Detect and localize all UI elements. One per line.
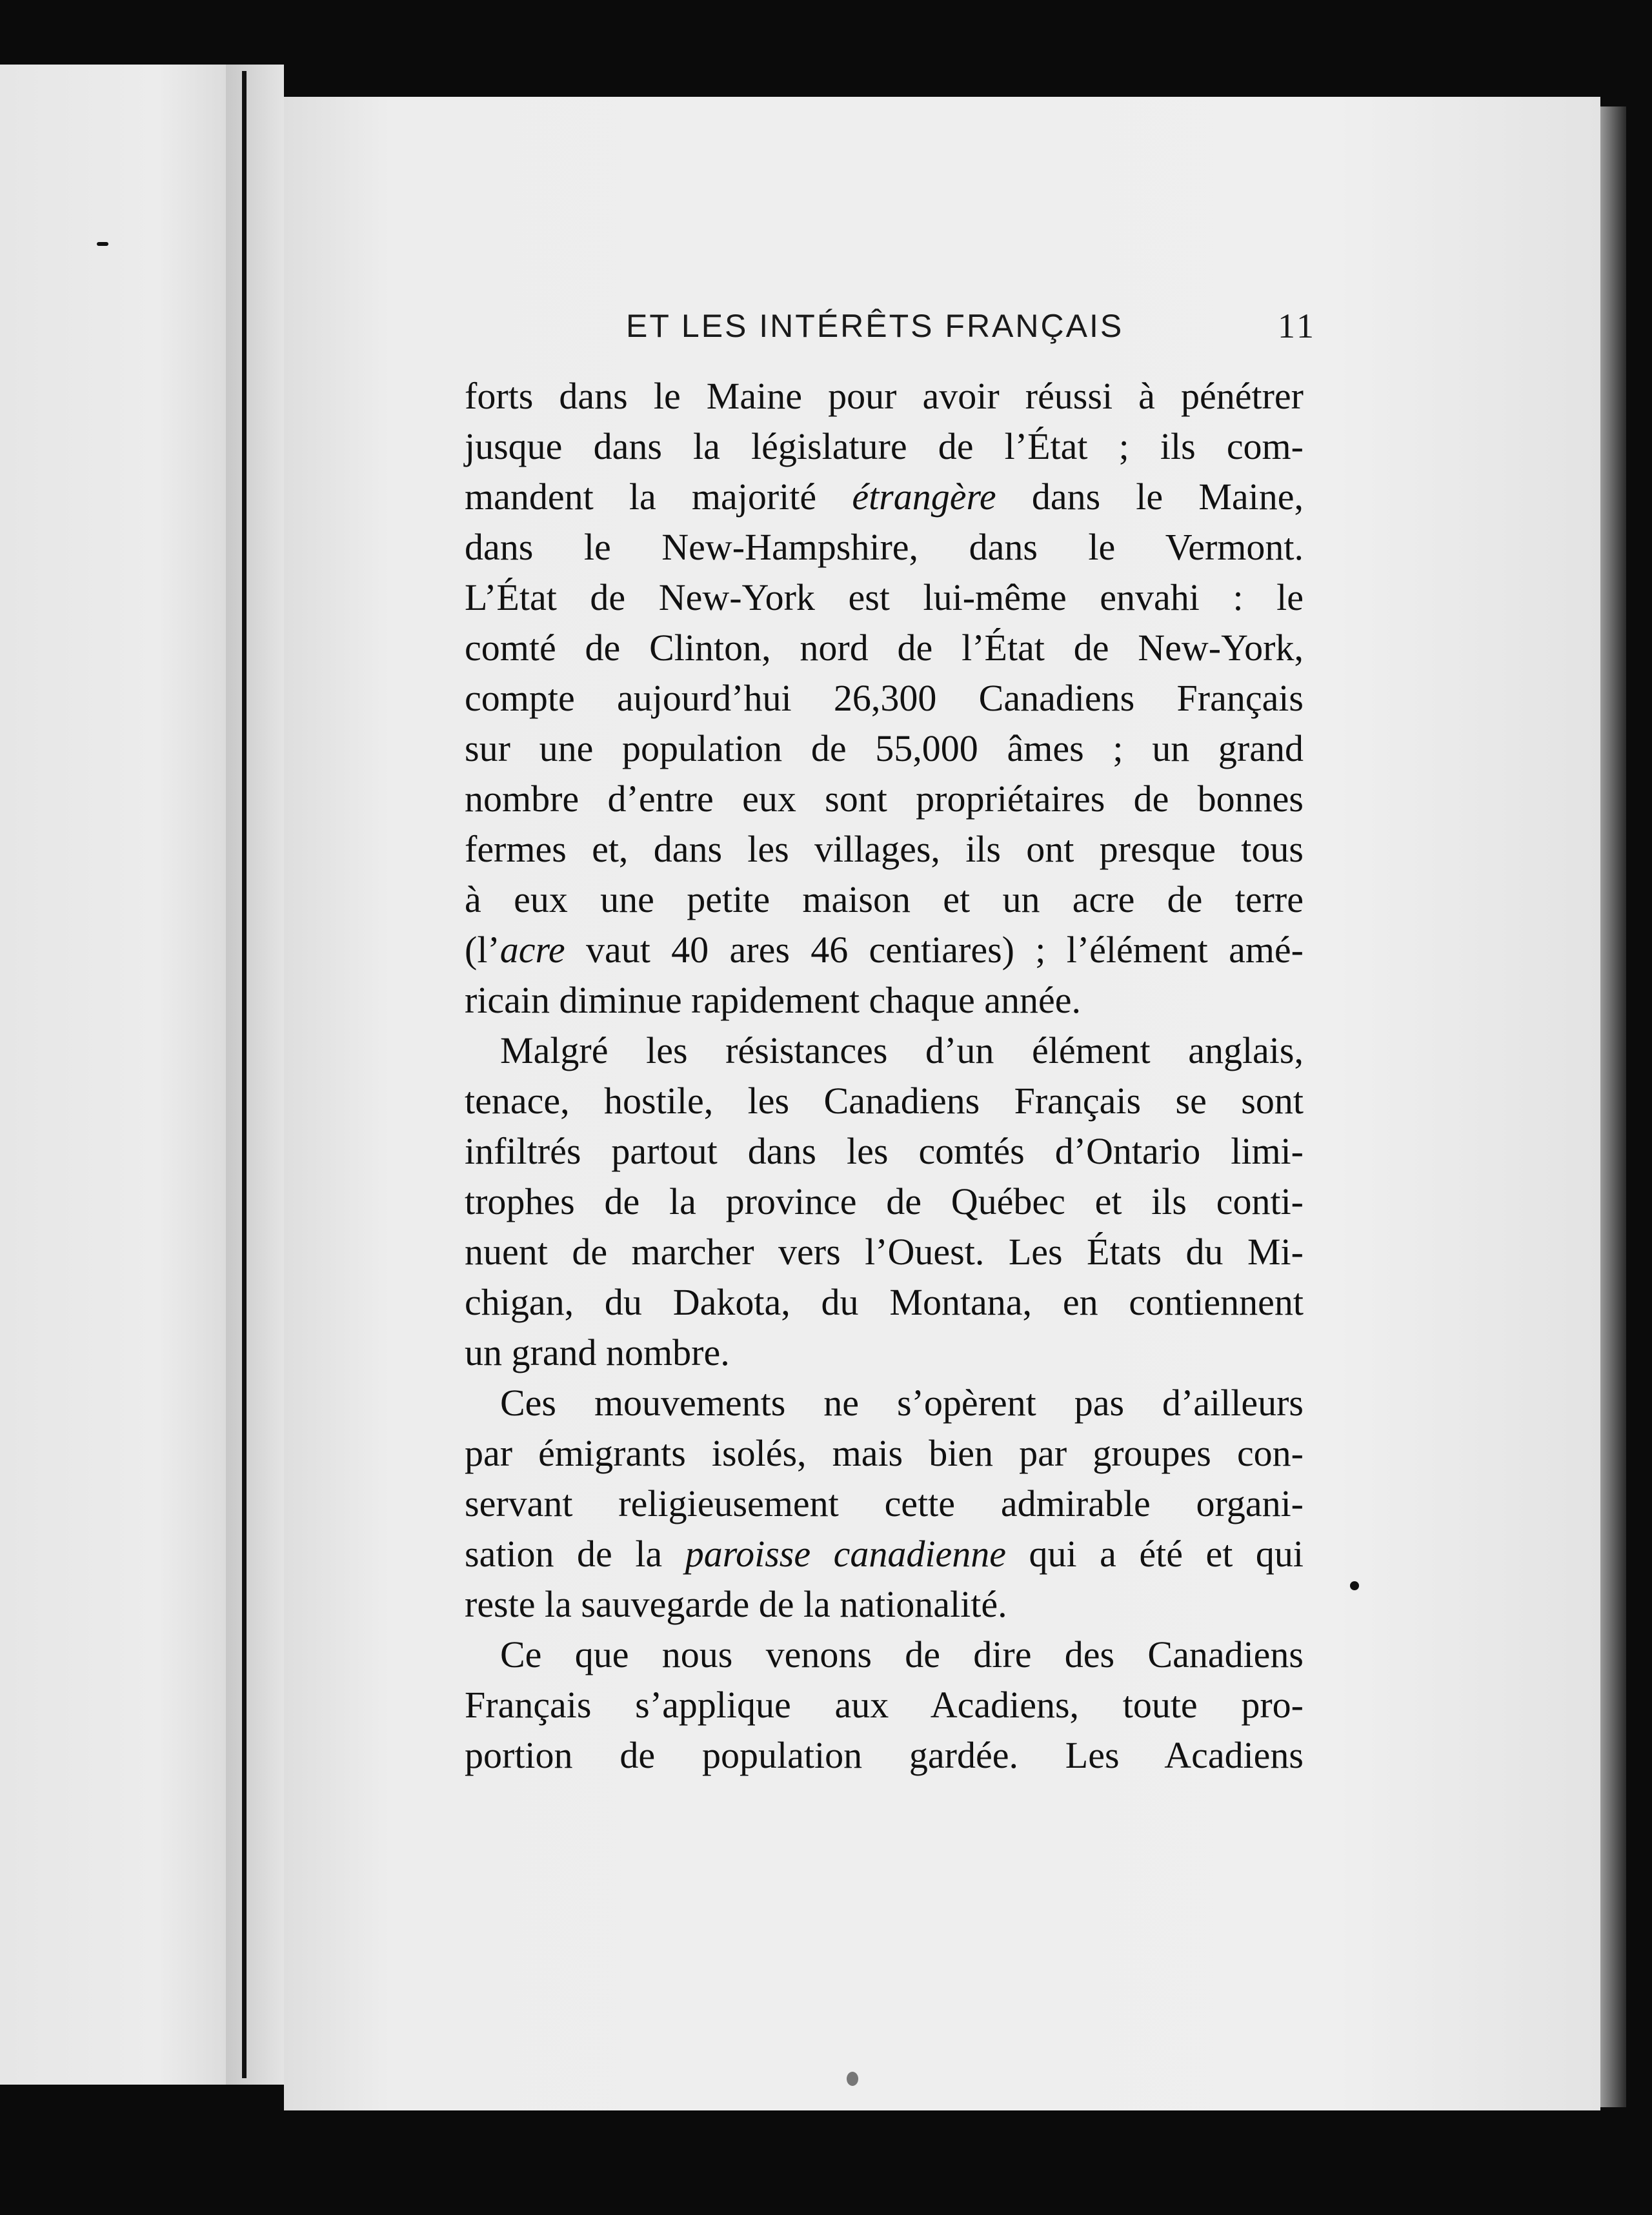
text-line: infiltrés partout dans les comtés d’Ontario limi- [465,1130,1304,1172]
running-header: ET LES INTÉRÊTS FRANÇAIS [626,308,1124,344]
text-line: Ce que nous venons de dire des Canadiens [500,1633,1304,1675]
text-line: ricain diminue rapidement chaque année. [465,979,1081,1021]
text-line: comté de Clinton, nord de l’État de New-York, [465,627,1304,669]
scan-speck [847,2072,858,2086]
text-line [465,472,1304,522]
page-header [626,303,1316,349]
text-line: jusque dans la législature de l’État ; ils com- [465,425,1304,467]
body-text [465,371,1304,1781]
text-line: fermes et, dans les villages, ils ont presque tous [465,828,1304,870]
text-line: L’État de New-York est lui-même envahi : le [465,576,1304,618]
text-line: par émigrants isolés, mais bien par groupes con- [465,1432,1304,1474]
page-edge-shadow [1600,106,1626,2107]
text-line: chigan, du Dakota, du Montana, en contiennent [465,1281,1304,1323]
text-line: Ces mouvements ne s’opèrent pas d’ailleurs [500,1382,1304,1424]
text-line: dans le New-Hampshire, dans le Vermont. [465,526,1304,568]
italic-term: acre [499,929,565,971]
text-line: reste la sauvegarde de la nationalité. [465,1583,1007,1625]
text-segment: qui a été et qui [1005,1533,1304,1575]
page-number: 11 [1278,307,1316,345]
text-line [465,1529,1304,1579]
scan-speck [1350,1581,1359,1590]
text-line: forts dans le Maine pour avoir réussi à pénétrer [465,375,1304,417]
text-line: portion de population gardée. Les Acadiens [465,1734,1304,1776]
italic-term: paroisse canadienne [685,1533,1006,1575]
text-segment: mandent la majorité [465,476,852,518]
text-segment: dans le Maine, [996,476,1304,518]
text-line: Malgré les résistances d’un élément anglais, [500,1029,1304,1071]
text-segment: vaut 40 ares 46 centiares) ; l’élément amé- [565,929,1304,971]
text-line: à eux une petite maison et un acre de terre [465,878,1304,920]
facing-page-left [0,65,226,2085]
text-segment: (l’ [465,929,500,971]
text-line [465,925,1304,975]
text-line: sur une population de 55,000 âmes ; un grand [465,727,1304,769]
scan-speck [97,242,108,246]
text-line: un grand nombre. [465,1331,730,1373]
text-line: trophes de la province de Québec et ils conti- [465,1180,1304,1222]
text-segment: sation de la [465,1533,685,1575]
text-line: nuent de marcher vers l’Ouest. Les États du Mi- [465,1231,1304,1273]
text-line: nombre d’entre eux sont propriétaires de bonnes [465,778,1304,820]
book-gutter [226,65,284,2085]
text-line: tenace, hostile, les Canadiens Français se sont [465,1080,1304,1122]
text-line: servant religieusement cette admirable organi- [465,1482,1304,1524]
text-line: compte aujourd’hui 26,300 Canadiens Français [465,677,1304,719]
gutter-rule [242,71,247,2078]
italic-term: étrangère [852,476,996,518]
text-line: Français s’applique aux Acadiens, toute pro- [465,1684,1304,1726]
